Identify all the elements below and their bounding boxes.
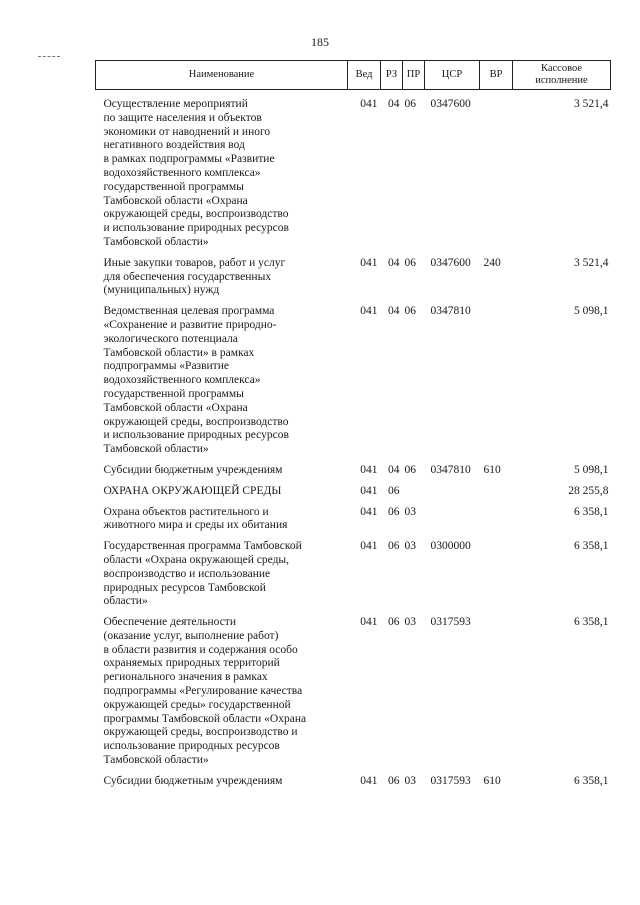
header-amount: Кассовое исполнение [513, 61, 611, 90]
table-row [96, 90, 611, 257]
row-ved: 041 [360, 774, 378, 787]
row-amount: 6 358,1 [574, 774, 609, 787]
row-rz: 04 [388, 98, 400, 110]
page-number: 185 [311, 35, 329, 49]
row-name: Охрана объектов растительного и животного мира и среды их обитания [103, 505, 288, 532]
table-row [96, 257, 611, 305]
row-ved: 041 [360, 484, 378, 497]
row-csr: 0347810 [430, 463, 471, 476]
row-pr: 03 [404, 540, 416, 553]
table-row [96, 464, 611, 485]
row-pr: 06 [404, 305, 416, 318]
row-vr: 610 [483, 774, 501, 787]
table-body [96, 90, 611, 796]
row-name: Ведомственная целевая программа «Сохранение и развитие природно- экологического потенциала Тамбовской области» в рамках подпрограммы «Развитие водохозяйственного комплекса» государственной программы Тамбовской области «Охрана окружающей среды, воспроизводство и использование природных ресурсов Тамбовской области» [103, 305, 289, 456]
row-name: Осуществление мероприятий по защите населения и объектов экономики от наводнений и иного негативного воздействия вод в рамках подпрограммы «Развитие водохозяйственного комплекса» государственной программы Тамбовской области «Охрана окружающей среды, воспроизводство и использование природных ресурсов Тамбовской области» [103, 98, 289, 248]
row-rz: 04 [388, 305, 400, 318]
row-amount: 28 255,8 [568, 484, 609, 497]
row-csr: 0347600 [430, 98, 471, 110]
header-csr: ЦСР [425, 61, 480, 90]
row-pr: 03 [404, 505, 416, 518]
row-csr: 0317593 [430, 616, 471, 629]
row-amount: 6 358,1 [574, 505, 609, 518]
table-row [96, 540, 611, 616]
row-amount: 5 098,1 [574, 305, 609, 318]
row-ved: 041 [360, 463, 378, 476]
row-rz: 06 [388, 774, 400, 787]
table-row [96, 775, 611, 796]
row-pr: 03 [404, 616, 416, 629]
row-name: Субсидии бюджетным учреждениям [103, 774, 283, 787]
row-amount: 5 098,1 [574, 463, 609, 476]
row-rz: 04 [388, 463, 400, 476]
row-ved: 041 [360, 505, 378, 518]
header-vr: ВР [480, 61, 513, 90]
row-csr: 0300000 [430, 540, 471, 553]
row-csr: 0317593 [430, 774, 471, 787]
row-amount: 6 358,1 [574, 540, 609, 553]
row-rz: 06 [388, 484, 400, 497]
row-csr: 0347810 [430, 305, 471, 318]
row-rz: 06 [388, 540, 400, 553]
row-pr: 03 [404, 774, 416, 787]
row-ved: 041 [360, 98, 378, 110]
margin-mark [38, 56, 60, 57]
row-ved: 041 [360, 305, 378, 318]
row-rz: 06 [388, 616, 400, 629]
header-name: Наименование [96, 61, 348, 90]
table-header [96, 61, 611, 90]
row-pr: 06 [404, 256, 416, 269]
row-name: Субсидии бюджетным учреждениям [103, 463, 283, 476]
row-amount: 3 521,4 [574, 256, 609, 269]
row-pr: 06 [404, 98, 416, 110]
row-amount: 3 521,4 [574, 98, 609, 110]
row-amount: 6 358,1 [574, 616, 609, 629]
row-rz: 04 [388, 256, 400, 269]
row-ved: 041 [360, 616, 378, 629]
table-row [96, 305, 611, 464]
header-pr: ПР [403, 61, 425, 90]
row-name: Обеспечение деятельности (оказание услуг, выполнение работ) в области развития и содержания особо охраняемых природных территорий регионального значения в рамках подпрограммы «Регулирование качества окружающей среды» государственной программы Тамбовской области «Охрана окружающей среды, воспроизводство и использование природных ресурсов Тамбовской области» [103, 616, 307, 767]
row-ved: 041 [360, 256, 378, 269]
row-vr: 610 [483, 463, 501, 476]
row-csr: 0347600 [430, 256, 471, 269]
row-name: Государственная программа Тамбовской области «Охрана окружающей среды, воспроизводство и использование природных ресурсов Тамбовской области» [103, 540, 302, 608]
header-rz: РЗ [381, 61, 403, 90]
row-name: Иные закупки товаров, работ и услуг для обеспечения государственных (муниципальных) нужд [103, 256, 286, 297]
row-ved: 041 [360, 540, 378, 553]
row-pr: 06 [404, 463, 416, 476]
row-vr: 240 [483, 256, 501, 269]
table-row [96, 616, 611, 775]
row-name: ОХРАНА ОКРУЖАЮЩЕЙ СРЕДЫ [103, 484, 282, 497]
budget-table [95, 60, 611, 796]
row-rz: 06 [388, 505, 400, 518]
table-row [96, 485, 611, 506]
header-ved: Вед [348, 61, 381, 90]
table-row [96, 506, 611, 541]
